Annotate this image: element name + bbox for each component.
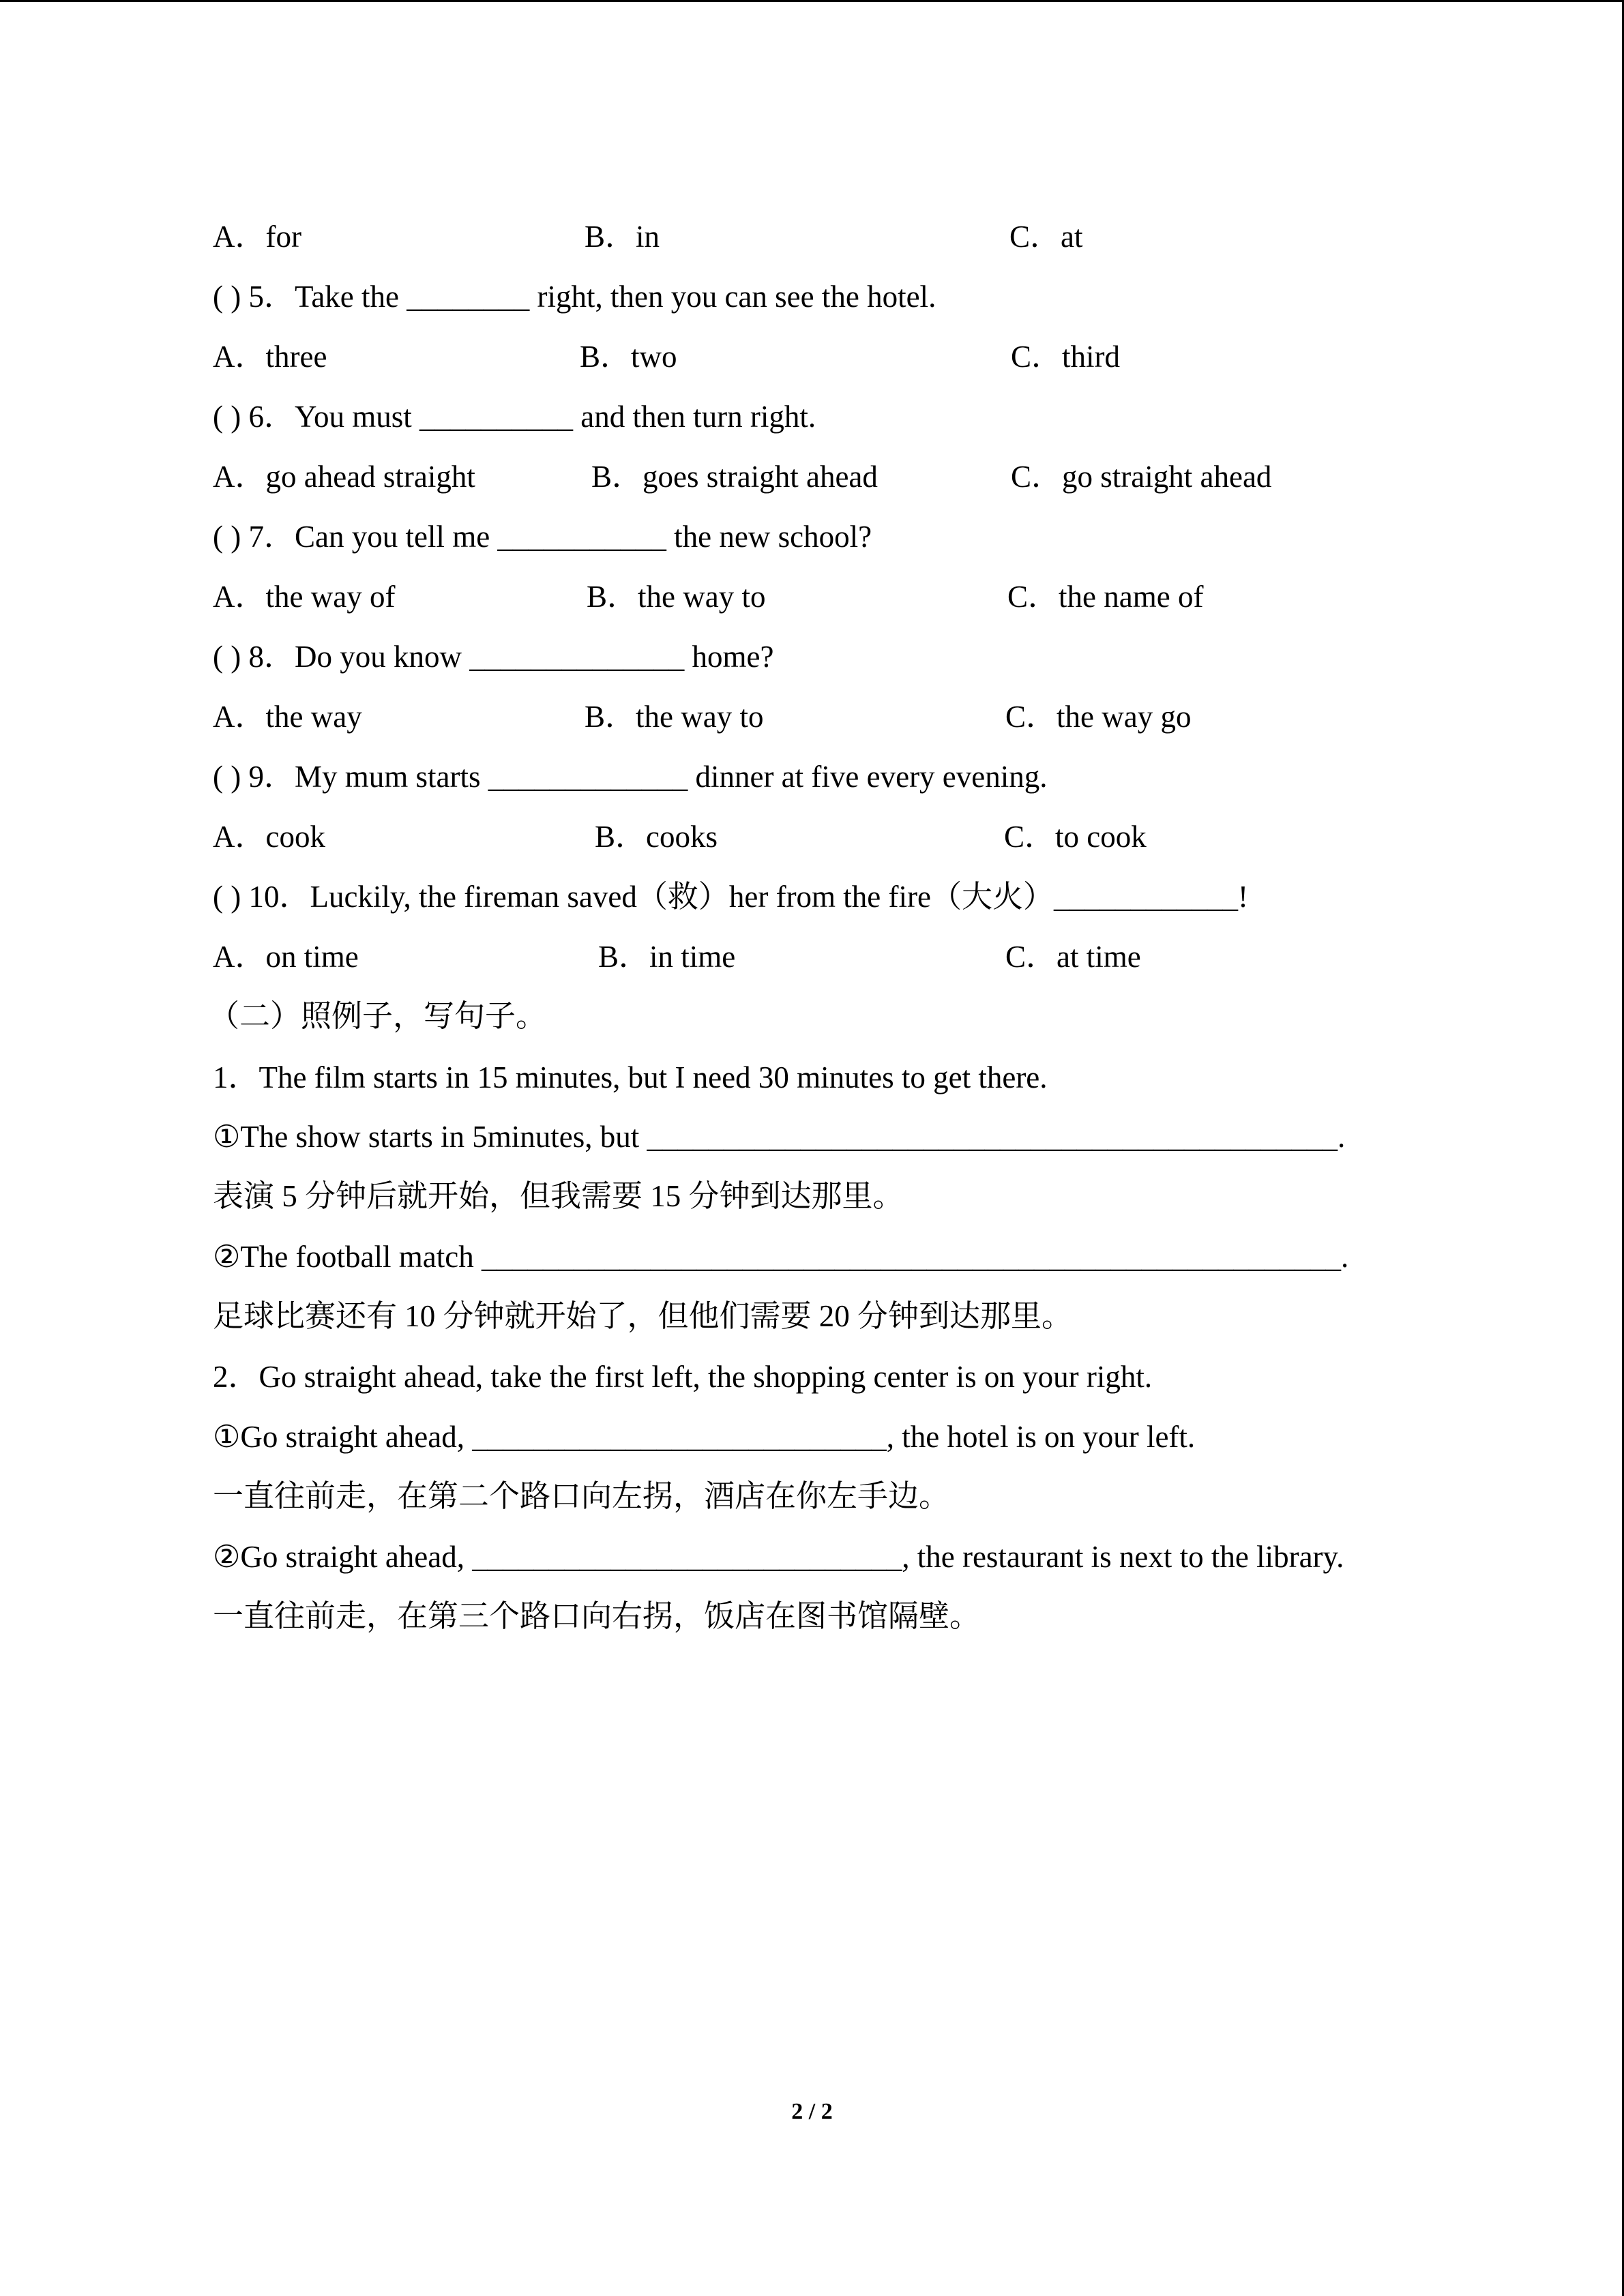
example-2-sentence: 2．Go straight ahead, take the first left, the shopping center is on your right. (213, 1360, 1153, 1394)
question-8-stem: ( ) 8．Do you know ______________ home? (213, 640, 774, 674)
question-7-stem: ( ) 7．Can you tell me ___________ the new school? (213, 520, 872, 554)
question-6-stem: ( ) 6．You must __________ and then turn right. (213, 400, 816, 434)
q10-option-a: A．on time (213, 940, 359, 974)
example-2-exercise-1-translation: 一直往前走，在第二个路口向左拐，酒店在你左手边。 (213, 1479, 950, 1513)
q8-option-b: B．the way to (585, 700, 764, 734)
q10-option-b: B．in time (598, 940, 736, 974)
q5-option-b: B．two (580, 340, 677, 374)
example-1-exercise-1-translation: 表演 5 分钟后就开始，但我需要 15 分钟到达那里。 (213, 1179, 904, 1213)
q5-option-a: A．three (213, 340, 327, 374)
page-number: 2 / 2 (791, 2099, 833, 2124)
q6-option-c: C．go straight ahead (1011, 460, 1272, 494)
q7-option-c: C．the name of (1007, 580, 1204, 614)
q9-option-b: B．cooks (595, 820, 718, 854)
example-1-exercise-2-translation: 足球比赛还有 10 分钟就开始了，但他们需要 20 分钟到达那里。 (213, 1299, 1073, 1333)
q4-option-c: C．at (1009, 220, 1083, 254)
example-2-exercise-2-translation: 一直往前走，在第三个路口向右拐，饭店在图书馆隔壁。 (213, 1599, 981, 1633)
example-1-sentence: 1．The film starts in 15 minutes, but I need 30 minutes to get there. (213, 1060, 1048, 1094)
q4-option-b: B．in (585, 220, 660, 254)
q7-option-a: A．the way of (213, 580, 396, 614)
question-10-stem: ( ) 10．Luckily, the fireman saved（救）her from the fire（大火）____________! (213, 880, 1248, 914)
question-9-stem: ( ) 9．My mum starts _____________ dinner at five every evening. (213, 760, 1048, 794)
q6-option-b: B．goes straight ahead (591, 460, 878, 494)
question-5-stem: ( ) 5．Take the ________ right, then you can see the hotel. (213, 280, 936, 314)
example-2-exercise-1: ①Go straight ahead, ___________________________, the hotel is on your left. (213, 1420, 1196, 1454)
page-top-border (0, 0, 1624, 2)
q5-option-c: C．third (1011, 340, 1121, 374)
example-1-exercise-2: ②The football match ________________________________________________________. (213, 1240, 1349, 1274)
q7-option-b: B．the way to (587, 580, 766, 614)
example-2-exercise-2: ②Go straight ahead, ____________________________, the restaurant is next to the library. (213, 1540, 1344, 1574)
q4-option-a: A．for (213, 220, 301, 254)
q9-option-c: C．to cook (1004, 820, 1147, 854)
q6-option-a: A．go ahead straight (213, 460, 475, 494)
q10-option-c: C．at time (1005, 940, 1141, 974)
example-1-exercise-1: ①The show starts in 5minutes, but _____________________________________________. (213, 1120, 1346, 1154)
q8-option-a: A．the way (213, 700, 362, 734)
section-2-heading: （二）照例子，写句子。 (209, 999, 547, 1033)
q8-option-c: C．the way go (1005, 700, 1192, 734)
q9-option-a: A．cook (213, 820, 325, 854)
